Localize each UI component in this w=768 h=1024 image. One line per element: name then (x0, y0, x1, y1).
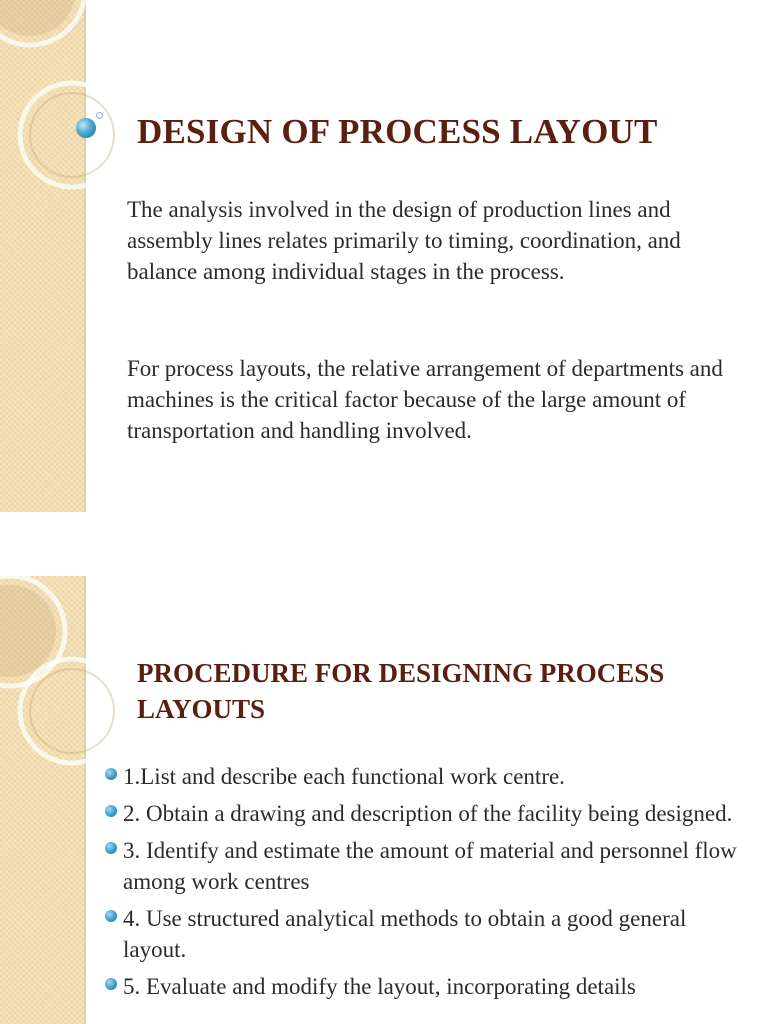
bullet-icon (105, 805, 117, 817)
list-item-text: 5. Evaluate and modify the layout, incorporating details (123, 974, 636, 999)
bullet-icon (105, 842, 117, 854)
paragraph-2: For process layouts, the relative arrangement of departments and machines is the critical factor because of the large amount of transportation and handling involved. (127, 356, 723, 443)
list-item (105, 903, 745, 965)
list-item-text: 3. Identify and estimate the amount of material and personnel flow among work centres (123, 838, 737, 894)
title-bullet-icon (76, 118, 96, 138)
small-ring-icon (96, 112, 103, 119)
list-item (105, 835, 745, 897)
slide-title: DESIGN OF PROCESS LAYOUT (137, 112, 658, 151)
bullet-icon (105, 910, 117, 922)
list-item-text: 2. Obtain a drawing and description of the facility being designed. (123, 801, 733, 826)
list-item-text: 1.List and describe each functional work centre. (123, 764, 565, 789)
paragraph-1: The analysis involved in the design of production lines and assembly lines relates primarily to timing, coordination, and balance among individual stages in the process. (127, 197, 681, 284)
list-item (105, 971, 745, 1002)
slide-2 (0, 576, 768, 1024)
list-item (105, 798, 745, 829)
slide-subtitle: PROCEDURE FOR DESIGNING PROCESS LAYOUTS (137, 658, 665, 724)
list-item (105, 761, 745, 792)
bullet-icon (105, 768, 117, 780)
procedure-list (105, 761, 745, 1008)
decorative-circles-icon (0, 0, 160, 220)
bullet-icon (105, 978, 117, 990)
list-item-text: 4. Use structured analytical methods to obtain a good general layout. (123, 906, 687, 962)
